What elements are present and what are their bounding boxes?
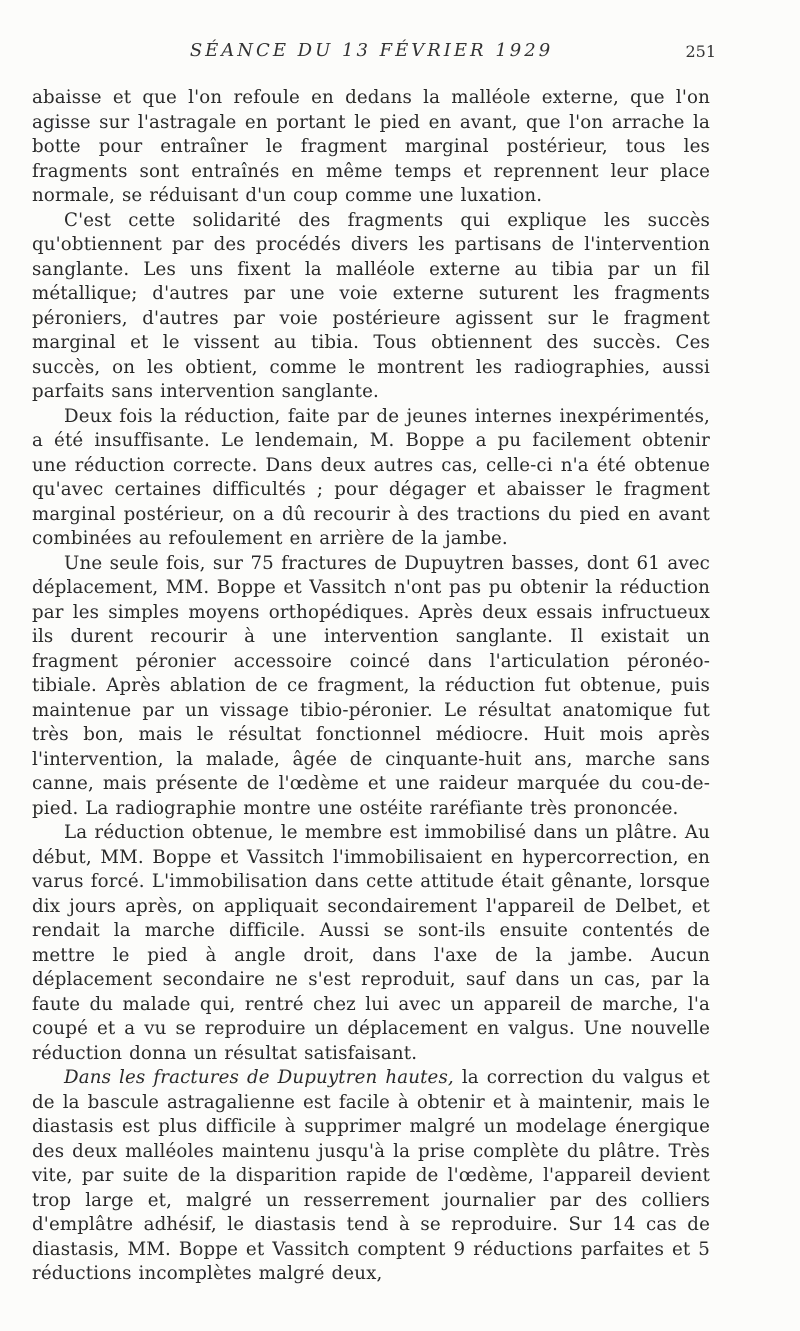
paragraph-4: Une seule fois, sur 75 fractures de Dupuytren basses, dont 61 avec déplacement, MM. Boppe et Vassitch n'ont pas pu obtenir la réduction par les simples moyens orthopédiques. Après deux essais infructueux ils durent recourir à une intervention sanglante. Il existait un fragment péronier accessoire coincé dans l'articulation péronéo-tibiale. Après ablation de ce fragment, la réduction fut obtenue, puis maintenue par un vissage tibio-péronier. Le résultat anatomique fut très bon, mais le résultat fonctionnel médiocre. Huit mois après l'intervention, la malade, âgée de cinquante-huit ans, marche sans canne, mais présente de l'œdème et une raideur marquée du cou-de-pied. La radiographie montre une ostéite raréfiante très prononcée. (32, 552, 710, 819)
running-title: SÉANCE DU 13 FÉVRIER 1929 (189, 40, 554, 61)
running-head (30, 40, 716, 70)
paragraph-1: abaisse et que l'on refoule en dedans la malléole externe, que l'on agisse sur l'astragale en portant le pied en avant, que l'on arrache la botte pour entraîner le fragment marginal postérieur, tous les fragments sont entraînés en même temps et reprennent leur place normale, se réduisant d'un coup comme une luxation. (32, 87, 710, 206)
paragraph-5: La réduction obtenue, le membre est immobilisé dans un plâtre. Au début, MM. Boppe et Vassitch l'immobilisaient en hypercorrection, en varus forcé. L'immobilisation dans cette attitude était gênante, lorsque dix jours après, on appliquait secondairement l'appareil de Delbet, et rendait la marche difficile. Aussi se sont-ils ensuite contentés de mettre le pied à angle droit, dans l'axe de la jambe. Aucun déplacement secondaire ne s'est reproduit, sauf dans un cas, par la faute du malade qui, rentré chez lui avec un appareil de marche, l'a coupé et a vu se reproduire un déplacement en valgus. Une nouvelle réduction donna un résultat satisfaisant. (32, 822, 710, 1064)
body-text (32, 86, 710, 1287)
paragraph-2: C'est cette solidarité des fragments qui explique les succès qu'obtiennent par des procédés divers les partisans de l'intervention sanglante. Les uns fixent la malléole externe au tibia par un fil métallique; d'autres par une voie externe suturent les fragments péroniers, d'autres par voie postérieure agissent sur le fragment marginal et le vissent au tibia. Tous obtiennent des succès. Ces succès, on les obtient, comme le montrent les radiographies, aussi parfaits sans intervention sanglante. (32, 209, 710, 402)
page-number: 251 (685, 42, 716, 61)
paragraph-6-text: la correction du valgus et de la bascule astragalienne est facile à obtenir et à maintenir, mais le diastasis est plus difficile à supprimer malgré un modelage énergique des deux malléoles maintenu jusqu'à la prise complète du plâtre. Très vite, par suite de la disparition rapide de l'œdème, l'appareil devient trop large et, malgré un resserrement journalier par des colliers d'emplâtre adhésif, le diastasis tend à se reproduire. Sur 14 cas de diastasis, MM. Boppe et Vassitch comptent 9 réductions parfaites et 5 réductions incomplètes malgré deux, (32, 1067, 710, 1284)
paragraph-6 (32, 1066, 710, 1287)
paragraph-3: Deux fois la réduction, faite par de jeunes internes inexpérimentés, a été insuffisante. Le lendemain, M. Boppe a pu facilement obtenir une réduction correcte. Dans deux autres cas, celle-ci n'a été obtenue qu'avec certaines difficultés ; pour dégager et abaisser le fragment marginal postérieur, on a dû recourir à des tractions du pied en avant combinées au refoulement en arrière de la jambe. (32, 405, 710, 549)
italic-lead: Dans les fractures de Dupuytren hautes, (64, 1067, 454, 1088)
